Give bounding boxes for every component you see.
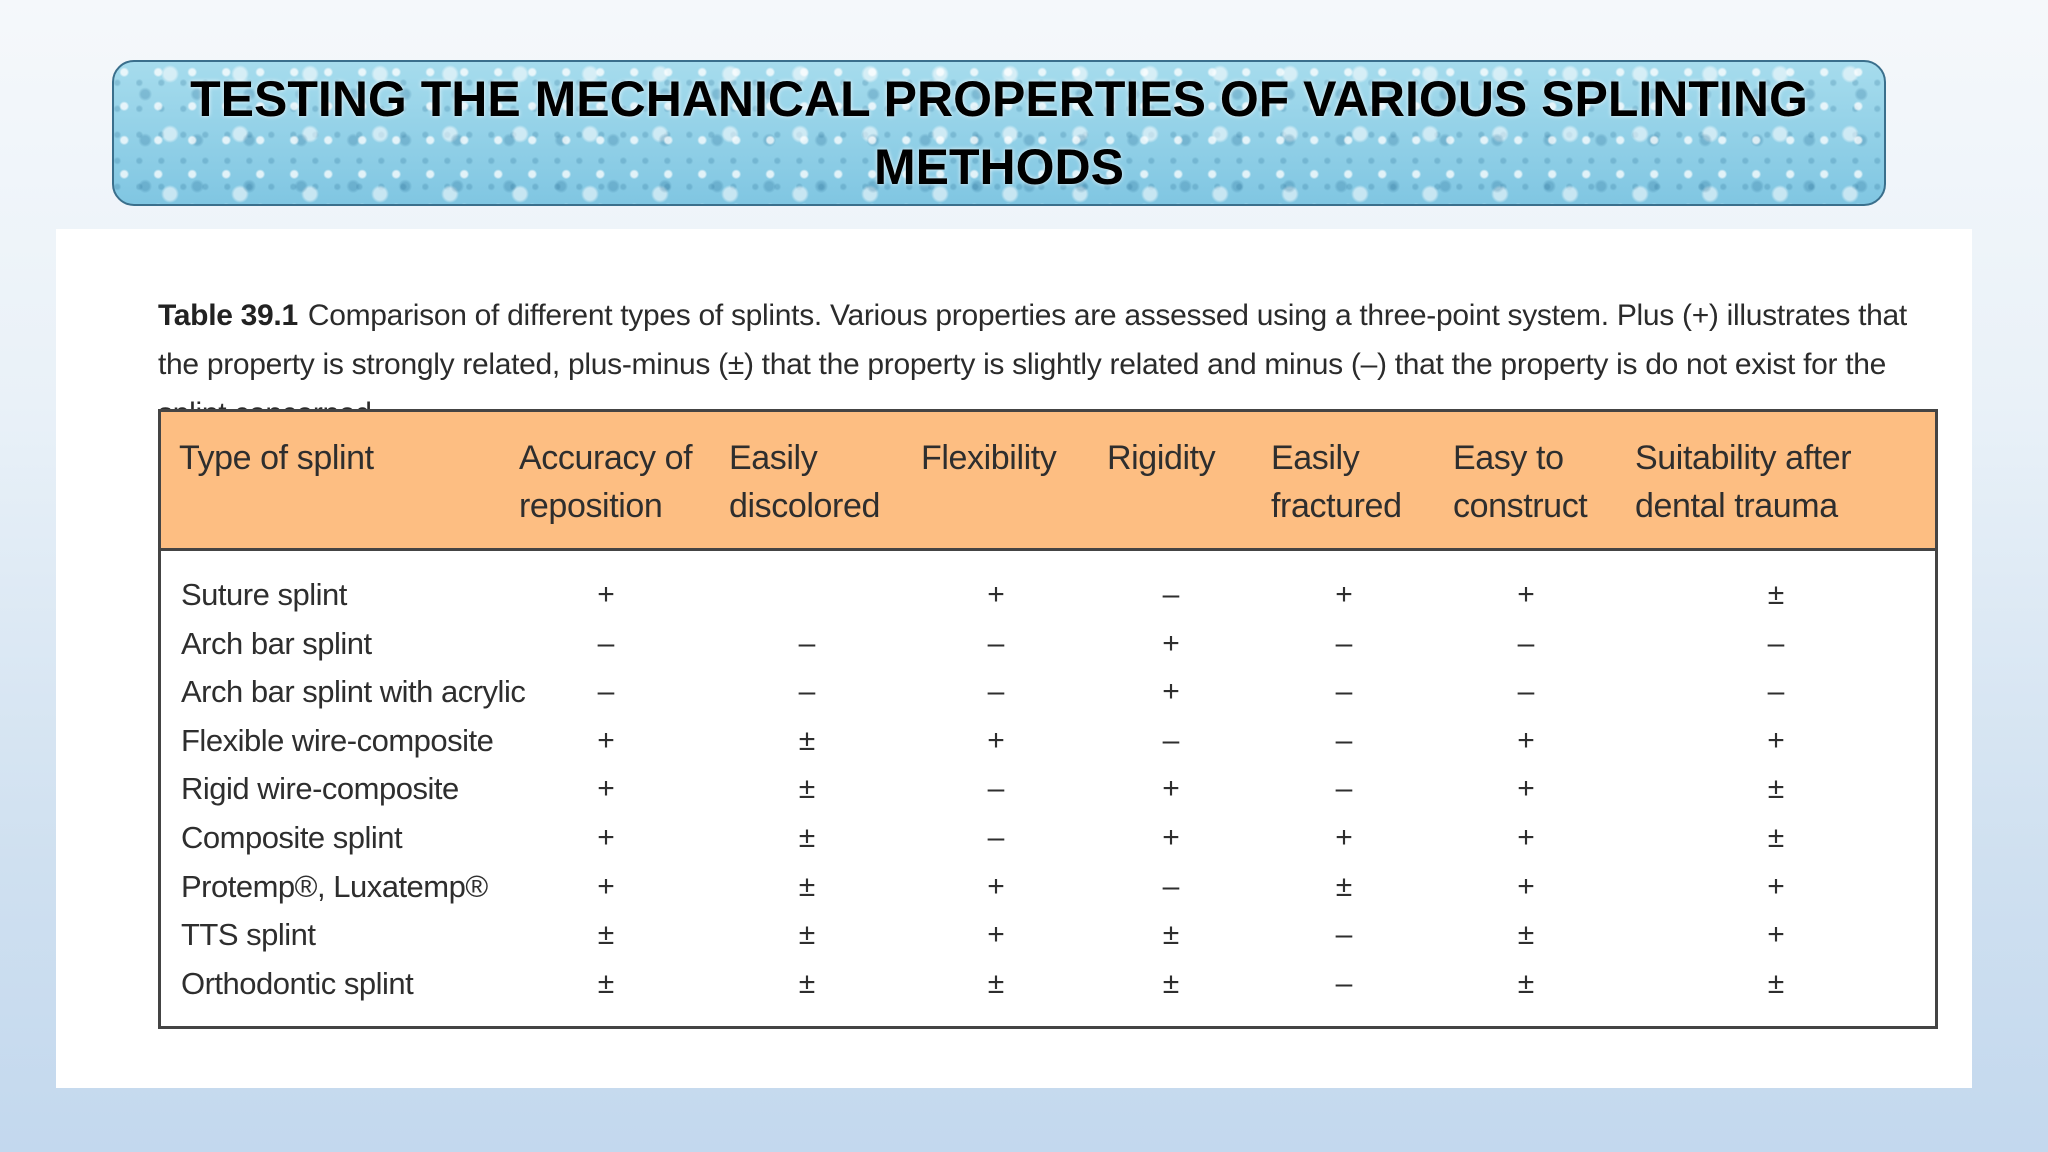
cell-discolored: ±: [798, 723, 816, 757]
row-label: Rigid wire-composite: [181, 771, 459, 807]
row-label: Composite splint: [181, 819, 403, 855]
cell-accuracy: +: [597, 723, 615, 757]
cell-suitability: –: [1767, 626, 1785, 660]
table-row: [161, 911, 1935, 960]
cell-fractured: –: [1335, 772, 1353, 806]
cell-suitability: +: [1767, 918, 1785, 952]
cell-accuracy: +: [597, 578, 615, 611]
cell-accuracy: ±: [597, 966, 615, 1000]
cell-discolored: ±: [798, 918, 816, 952]
cell-flexibility: +: [987, 578, 1005, 611]
cell-construct: +: [1517, 869, 1535, 903]
cell-construct: –: [1517, 626, 1535, 660]
cell-rigidity: +: [1162, 626, 1180, 660]
header-flexibility: Flexibility: [903, 412, 1089, 550]
row-label: Arch bar splint: [181, 625, 372, 661]
cell-construct: +: [1517, 723, 1535, 757]
cell-flexibility: +: [987, 723, 1005, 757]
cell-discolored: –: [798, 675, 816, 709]
cell-flexibility: +: [987, 918, 1005, 952]
cell-discolored: ±: [798, 869, 816, 903]
cell-fractured: –: [1335, 966, 1353, 1000]
cell-accuracy: –: [597, 626, 615, 660]
cell-rigidity: +: [1162, 772, 1180, 806]
table-header-row: [161, 412, 1935, 550]
cell-suitability: +: [1767, 723, 1785, 757]
cell-construct: ±: [1517, 918, 1535, 952]
table-row: [161, 717, 1935, 766]
cell-rigidity: +: [1162, 820, 1180, 854]
header-accuracy-of-reposition: Accuracy of reposition: [501, 412, 711, 550]
cell-construct: +: [1517, 578, 1535, 611]
cell-fractured: –: [1335, 626, 1353, 660]
cell-construct: –: [1517, 675, 1535, 709]
cell-fractured: ±: [1335, 869, 1353, 903]
table-row: [161, 814, 1935, 863]
row-label: Orthodontic splint: [181, 965, 414, 1001]
cell-fractured: –: [1335, 675, 1353, 709]
cell-rigidity: –: [1162, 578, 1180, 611]
cell-fractured: +: [1335, 578, 1353, 611]
cell-rigidity: –: [1162, 869, 1180, 903]
cell-suitability: ±: [1767, 578, 1785, 611]
header-type-of-splint: Type of splint: [161, 412, 501, 550]
header-suitability-after-dental-trauma: Suitability after dental trauma: [1617, 412, 1935, 550]
cell-construct: +: [1517, 820, 1535, 854]
row-label: Suture splint: [181, 577, 347, 612]
cell-accuracy: +: [597, 820, 615, 854]
cell-suitability: +: [1767, 869, 1785, 903]
header-easily-discolored: Easily discolored: [711, 412, 903, 550]
title-banner: [112, 60, 1886, 206]
cell-suitability: ±: [1767, 820, 1785, 854]
table-panel: [56, 229, 1972, 1088]
cell-flexibility: –: [987, 772, 1005, 806]
cell-rigidity: +: [1162, 675, 1180, 709]
table-row: [161, 668, 1935, 717]
table-row: [161, 620, 1935, 669]
cell-suitability: ±: [1767, 966, 1785, 1000]
splint-comparison-table: [158, 409, 1938, 1029]
header-easily-fractured: Easily fractured: [1253, 412, 1435, 550]
cell-suitability: ±: [1767, 772, 1785, 806]
cell-construct: +: [1517, 772, 1535, 806]
cell-discolored: ±: [798, 772, 816, 806]
row-label: Protemp®, Luxatemp®: [181, 868, 488, 904]
cell-accuracy: –: [597, 675, 615, 709]
cell-discolored: ±: [798, 820, 816, 854]
cell-rigidity: ±: [1162, 966, 1180, 1000]
cell-rigidity: –: [1162, 723, 1180, 757]
cell-flexibility: ±: [987, 966, 1005, 1000]
row-label: Flexible wire-composite: [181, 722, 494, 758]
header-easy-to-construct: Easy to construct: [1435, 412, 1617, 550]
table-row: [161, 863, 1935, 912]
table-row: [161, 765, 1935, 814]
cell-fractured: –: [1335, 918, 1353, 952]
cell-flexibility: –: [987, 626, 1005, 660]
cell-discolored: ±: [798, 966, 816, 1000]
cell-fractured: –: [1335, 723, 1353, 757]
table-row: [161, 960, 1935, 1027]
cell-fractured: +: [1335, 820, 1353, 854]
cell-accuracy: +: [597, 869, 615, 903]
cell-accuracy: +: [597, 772, 615, 806]
cell-flexibility: +: [987, 869, 1005, 903]
row-label: TTS splint: [181, 917, 316, 953]
cell-flexibility: –: [987, 820, 1005, 854]
cell-rigidity: ±: [1162, 918, 1180, 952]
slide-title: TESTING THE MECHANICAL PROPERTIES OF VARIOUS SPLINTING METHODS: [190, 71, 1808, 195]
cell-construct: ±: [1517, 966, 1535, 1000]
header-rigidity: Rigidity: [1089, 412, 1253, 550]
cell-discolored: [711, 550, 903, 620]
cell-flexibility: –: [987, 675, 1005, 709]
row-label: Arch bar splint with acrylic: [181, 674, 526, 710]
table-caption-text: Comparison of different types of splints. Various properties are assessed using a three-point system. Plus (+) illustrates that the property is strongly related, plus-minus (±) that the property is slightly related and minus (–) that the property is do not exist for the splint concerned.: [158, 299, 1907, 430]
cell-accuracy: ±: [597, 918, 615, 952]
cell-suitability: –: [1767, 675, 1785, 709]
table-caption-label: Table 39.1: [158, 299, 298, 332]
table-row: [161, 550, 1935, 620]
cell-discolored: –: [798, 626, 816, 660]
